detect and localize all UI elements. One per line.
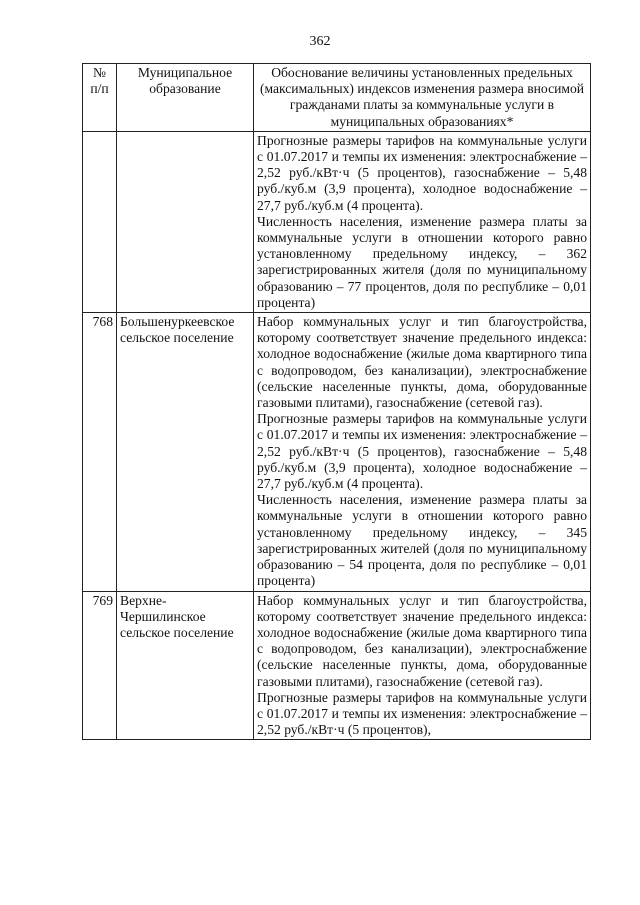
row-num: 768 (83, 313, 117, 591)
tariff-table (82, 63, 591, 740)
row-justification (254, 591, 591, 740)
table-row (83, 313, 591, 591)
paragraph: Прогнозные размеры тарифов на коммунальные услуги с 01.07.2017 и темпы их изменения: электроснабжение – 2,52 руб./кВт·ч (5 процентов), (257, 689, 587, 738)
header-num: № п/п (83, 64, 117, 132)
paragraph: Прогнозные размеры тарифов на коммунальные услуги с 01.07.2017 и темпы их изменения: электроснабжение – 2,52 руб./кВт·ч (5 процентов), газоснабжение – 5,48 руб./куб.м (3,9 процента), холодное водоснабжение – 27,7 руб./куб.м (4 процента). (257, 132, 587, 213)
row-justification (254, 313, 591, 591)
page-number: 362 (309, 34, 331, 49)
row-num: 769 (83, 591, 117, 740)
header-municipality: Муниципальное образование (117, 64, 254, 132)
paragraph: Набор коммунальных услуг и тип благоустройства, которому соответствует значение предельного индекса: холодное водоснабжение (жилые дома квартирного типа с водопроводом, без канализации), электроснабжение (сельские населенные пункты, дома, оборудованные газовыми плитами), газоснабжение (сетевой газ). (257, 314, 587, 411)
table-row (83, 591, 591, 740)
row-municipality: Большенуркеевское сельское поселение (117, 313, 254, 591)
paragraph: Прогнозные размеры тарифов на коммунальные услуги с 01.07.2017 и темпы их изменения: электроснабжение – 2,52 руб./кВт·ч (5 процентов), газоснабжение – 5,48 руб./куб.м (3,9 процента), холодное водоснабжение – 27,7 руб./куб.м (4 процента). (257, 411, 587, 492)
row-municipality: Верхне-Чершилинское сельское поселение (117, 591, 254, 740)
row-num (83, 131, 117, 312)
table-row (83, 131, 591, 312)
row-municipality (117, 131, 254, 312)
table-header-row (83, 64, 591, 132)
header-justification: Обоснование величины установленных предельных (максимальных) индексов изменения размера вносимой гражданами платы за коммунальные услуги в муниципальных образованиях* (254, 64, 591, 132)
paragraph: Численность населения, изменение размера платы за коммунальные услуги в отношении которого равно установленному предельному индексу, – 345 зарегистрированных жителей (доля по муниципальному образованию – 54 процента, доля по республике – 0,01 процента) (257, 492, 587, 589)
row-justification (254, 131, 591, 312)
paragraph: Набор коммунальных услуг и тип благоустройства, которому соответствует значение предельного индекса: холодное водоснабжение (жилые дома квартирного типа с водопроводом, без канализации), электроснабжение (сельские населенные пункты, дома, оборудованные газовыми плитами), газоснабжение (сетевой газ). (257, 592, 587, 689)
paragraph: Численность населения, изменение размера платы за коммунальные услуги в отношении которого равно установленному предельному индексу, – 362 зарегистрированных жителя (доля по муниципальному образованию – 77 процентов, доля по республике – 0,01 процента) (257, 213, 587, 310)
